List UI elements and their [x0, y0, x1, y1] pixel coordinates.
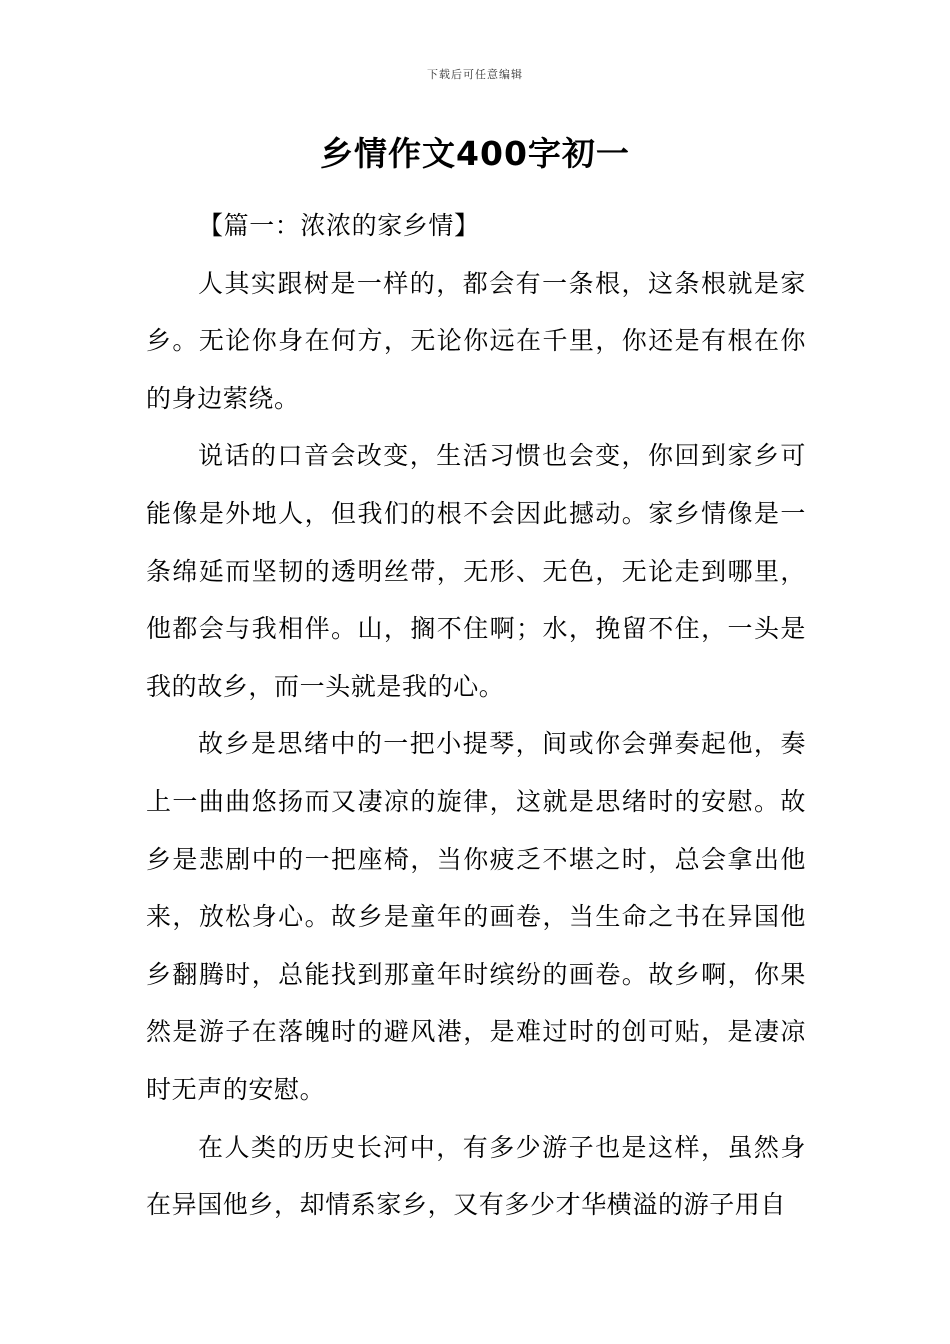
- paragraph-3: 故乡是思绪中的一把小提琴，间或你会弹奏起他，奏上一曲曲悠扬而又凄凉的旋律，这就是思绪时的安慰。故乡是悲剧中的一把座椅，当你疲乏不堪之时，总会拿出他来，放松身心。故乡是童年的画卷，当生命之书在异国他乡翻腾时，总能找到那童年时缤纷的画卷。故乡啊，你果然是游子在落魄时的避风港，是难过时的创可贴，是凄凉时无声的安慰。: [146, 729, 806, 1104]
- header-note: 下载后可任意编辑: [427, 68, 523, 81]
- paragraph-4: 在人类的历史长河中，有多少游子也是这样，虽然身在异国他乡，却情系家乡，又有多少才华横溢的游子用自: [146, 1132, 806, 1220]
- section-heading: 【篇一：浓浓的家乡情】: [198, 211, 480, 240]
- paragraph-2: 说话的口音会改变，生活习惯也会变，你回到家乡可能像是外地人，但我们的根不会因此撼动。家乡情像是一条绵延而坚韧的透明丝带，无形、无色，无论走到哪里，他都会与我相伴。山，搁不住啊；水，挽留不住，一头是我的故乡，而一头就是我的心。: [146, 441, 806, 701]
- paragraph-1: 人其实跟树是一样的，都会有一条根，这条根就是家乡。无论你身在何方，无论你远在千里，你还是有根在你的身边萦绕。: [146, 268, 806, 413]
- document-title: 乡情作文400字初一: [320, 134, 630, 173]
- article-body: [146, 197, 806, 1234]
